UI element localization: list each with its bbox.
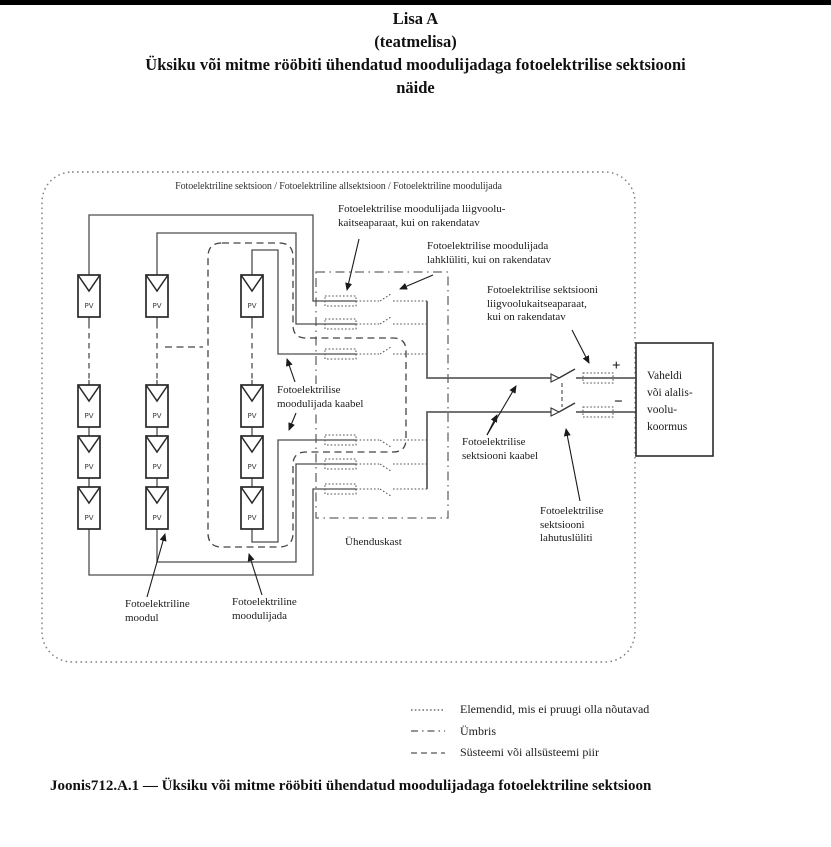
label-array-cable xyxy=(462,436,538,463)
label-string-switch xyxy=(427,240,551,267)
label-line: lahutuslüliti xyxy=(540,532,593,544)
pv-module xyxy=(78,275,100,317)
svg-text:PV: PV xyxy=(84,302,94,310)
label-line: Fotoelektrilise moodulijada liigvoolu- xyxy=(338,203,506,215)
label-pv-module xyxy=(125,598,190,625)
label-array-ocpd xyxy=(487,284,598,325)
load-box-label xyxy=(647,368,693,436)
label-line: Fotoelektriline xyxy=(232,596,297,608)
svg-text:PV: PV xyxy=(247,412,257,420)
omitted-modules-dashes xyxy=(89,323,252,380)
svg-text:PV: PV xyxy=(247,514,257,522)
pv-module xyxy=(146,385,168,427)
pv-modules xyxy=(78,275,263,529)
pv-module xyxy=(78,436,100,478)
label-line: sektsiooni kaabel xyxy=(462,449,539,462)
pv-module xyxy=(78,487,100,529)
label-junction-box: Ühenduskast xyxy=(345,536,402,548)
label-line: lahklüliti, kui on rakendatav xyxy=(427,253,552,266)
pv-module xyxy=(146,487,168,529)
legend-label: Ümbris xyxy=(460,723,496,738)
pv-module xyxy=(146,275,168,317)
label-pv-string xyxy=(232,596,297,623)
label-string-cable xyxy=(277,384,365,411)
figure-caption: Joonis712.A.1 — Üksiku või mitme rööbiti ühendatud moodulijadaga fotoelektriline sektsioon xyxy=(50,778,652,794)
legend-label: Elemendid, mis ei pruugi olla nõutavad xyxy=(460,702,650,717)
label-line: Fotoelektrilise moodulijada xyxy=(427,240,549,252)
label-line: moodul xyxy=(125,611,159,624)
pv-module xyxy=(241,436,263,478)
dashed-line-sample xyxy=(410,749,446,757)
label-line: kui on rakendatav xyxy=(487,311,566,323)
pv-module xyxy=(146,436,168,478)
label-line: liigvoolukaitseaparaat, xyxy=(487,297,587,310)
legend-row-optional xyxy=(410,699,649,721)
label-line: koormus xyxy=(647,421,688,433)
pv-module xyxy=(78,385,100,427)
svg-text:PV: PV xyxy=(152,514,162,522)
dotted-line-sample xyxy=(410,706,446,714)
label-line: Fotoelektriline xyxy=(125,598,190,610)
svg-text:PV: PV xyxy=(84,514,94,522)
label-line: moodulijada xyxy=(232,609,287,622)
legend-row-system-boundary xyxy=(410,742,649,764)
svg-text:PV: PV xyxy=(152,412,162,420)
pv-module xyxy=(241,275,263,317)
svg-text:PV: PV xyxy=(84,412,94,420)
svg-text:PV: PV xyxy=(152,302,162,310)
label-string-ocpd xyxy=(338,203,505,230)
legend-label: Süsteemi või allsüsteemi piir xyxy=(460,745,599,760)
label-line: Fotoelektrilise xyxy=(462,436,526,448)
label-line: Fotoelektrilise xyxy=(540,505,604,517)
label-line: Vaheldi xyxy=(647,370,683,382)
label-line: Fotoelektrilise sektsiooni xyxy=(487,284,598,296)
polarity-plus: + xyxy=(612,358,621,374)
legend-row-enclosure xyxy=(410,721,649,743)
string-switches xyxy=(356,294,427,496)
title-line: (teatmelisa) xyxy=(374,32,457,51)
pv-module xyxy=(241,385,263,427)
polarity-minus: − xyxy=(614,394,623,410)
array-disconnect-switch xyxy=(551,369,575,416)
label-line: Fotoelektrilise xyxy=(277,384,341,396)
title-line: näide xyxy=(396,78,435,97)
legend xyxy=(410,699,649,764)
title-line: Lisa A xyxy=(392,9,439,28)
pv-module xyxy=(241,487,263,529)
svg-text:PV: PV xyxy=(247,302,257,310)
title-line: Üksiku või mitme rööbiti ühendatud moodulijadaga fotoelektrilise sektsiooni xyxy=(145,55,686,74)
label-array-switch xyxy=(540,505,604,546)
array-boundary-label: Fotoelektriline sektsioon / Fotoelektriline allsektsioon / Fotoelektriline moodulijada xyxy=(175,181,502,192)
dash-dot-line-sample xyxy=(410,727,446,735)
label-line: või alalis- xyxy=(647,387,693,399)
svg-text:PV: PV xyxy=(152,463,162,471)
svg-text:PV: PV xyxy=(247,463,257,471)
svg-text:PV: PV xyxy=(84,463,94,471)
label-line: kaitseaparaat, kui on rakendatav xyxy=(338,216,480,229)
label-line: voolu- xyxy=(647,404,678,416)
label-line: sektsiooni xyxy=(540,518,585,531)
label-line: moodulijada kaabel xyxy=(277,397,364,410)
